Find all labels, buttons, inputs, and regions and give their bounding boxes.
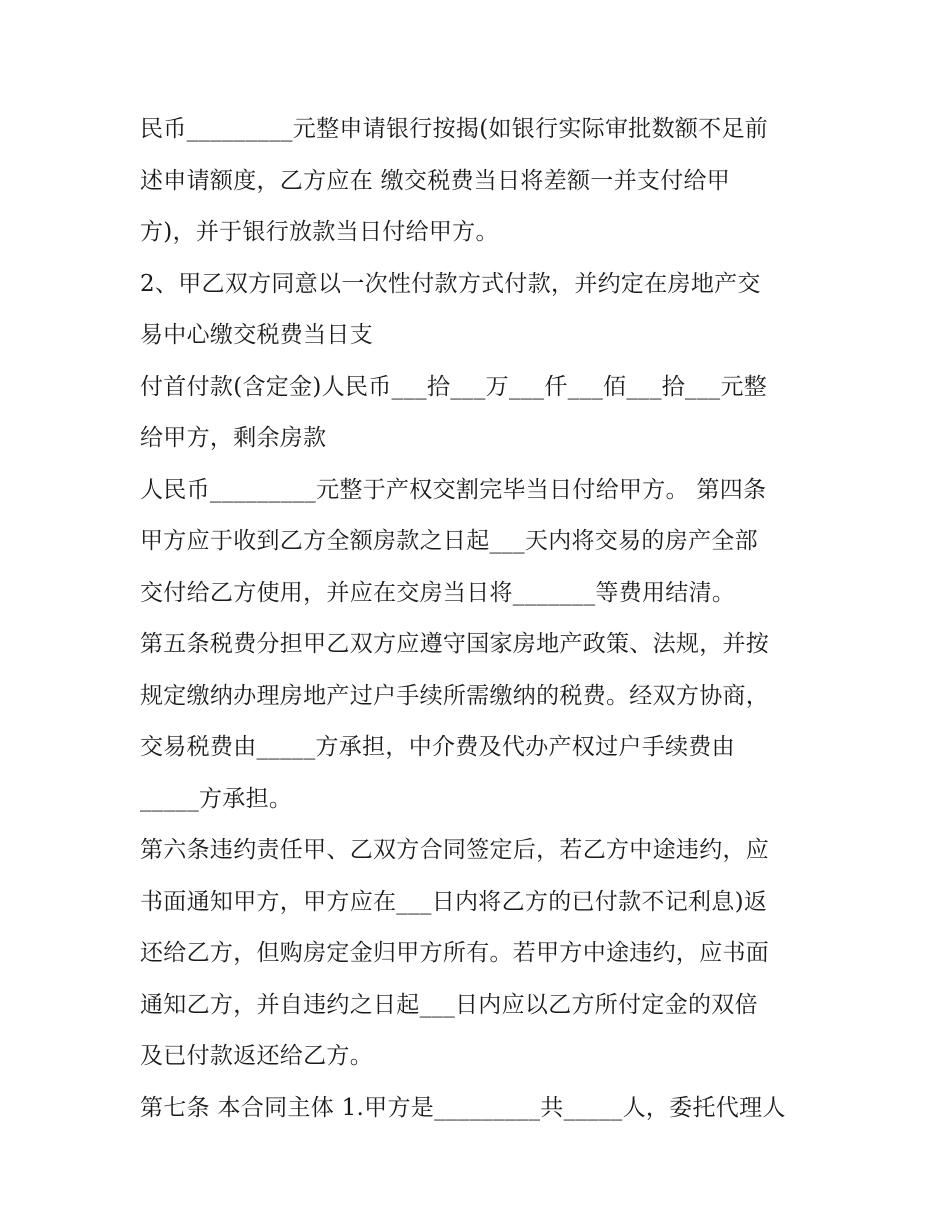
text-line: 人民币_________元整于产权交割完毕当日付给甲方。 第四条: [140, 476, 767, 503]
text-line: 及已付款返还给乙方。: [140, 1043, 373, 1069]
text-line: 2、甲乙双方同意以一次性付款方式付款，并约定在房地产交: [140, 270, 761, 297]
text-line: 述申请额度，乙方应在 缴交税费当日将差额一并支付给甲: [140, 167, 731, 194]
text-line: 第七条 本合同主体 1.甲方是_________共_____人，委托代理人: [140, 1094, 786, 1121]
text-line: 书面通知甲方，甲方应在___日内将乙方的已付款不记利息)返: [140, 888, 768, 915]
text-line: 易中心缴交税费当日支: [140, 322, 373, 348]
text-line: 交付给乙方使用，并应在交房当日将_______等费用结清。: [140, 579, 736, 606]
text-line: 还给乙方，但购房定金归甲方所有。若甲方中途违约，应书面: [140, 940, 770, 966]
text-line: _____方承担。: [140, 785, 293, 812]
text-line: 民币_________元整申请银行按揭(如银行实际审批数额不足前: [140, 116, 769, 142]
text-line: 付首付款(含定金)人民币___拾___万___仟___佰___拾___元整: [140, 373, 768, 400]
text-line: 通知乙方，并自违约之日起___日内应以乙方所付定金的双倍: [140, 991, 758, 1018]
document-body: [140, 104, 820, 1134]
text-line: 交易税费由_____方承担，中介费及代办产权过户手续费由: [140, 734, 735, 760]
text-line: 甲方应于收到乙方全额房款之日起___天内将交易的房产全部: [140, 528, 758, 554]
text-line: 第五条税费分担甲乙双方应遵守国家房地产政策、法规，并按: [140, 631, 770, 657]
text-line: 给甲方，剩余房款: [140, 425, 327, 451]
text-line: 第六条违约责任甲、乙双方合同签定后，若乙方中途违约，应: [140, 837, 770, 863]
text-line: 方)，并于银行放款当日付给甲方。: [140, 219, 499, 245]
text-line: 规定缴纳办理房地产过户手续所需缴纳的税费。经双方协商，: [140, 682, 770, 709]
